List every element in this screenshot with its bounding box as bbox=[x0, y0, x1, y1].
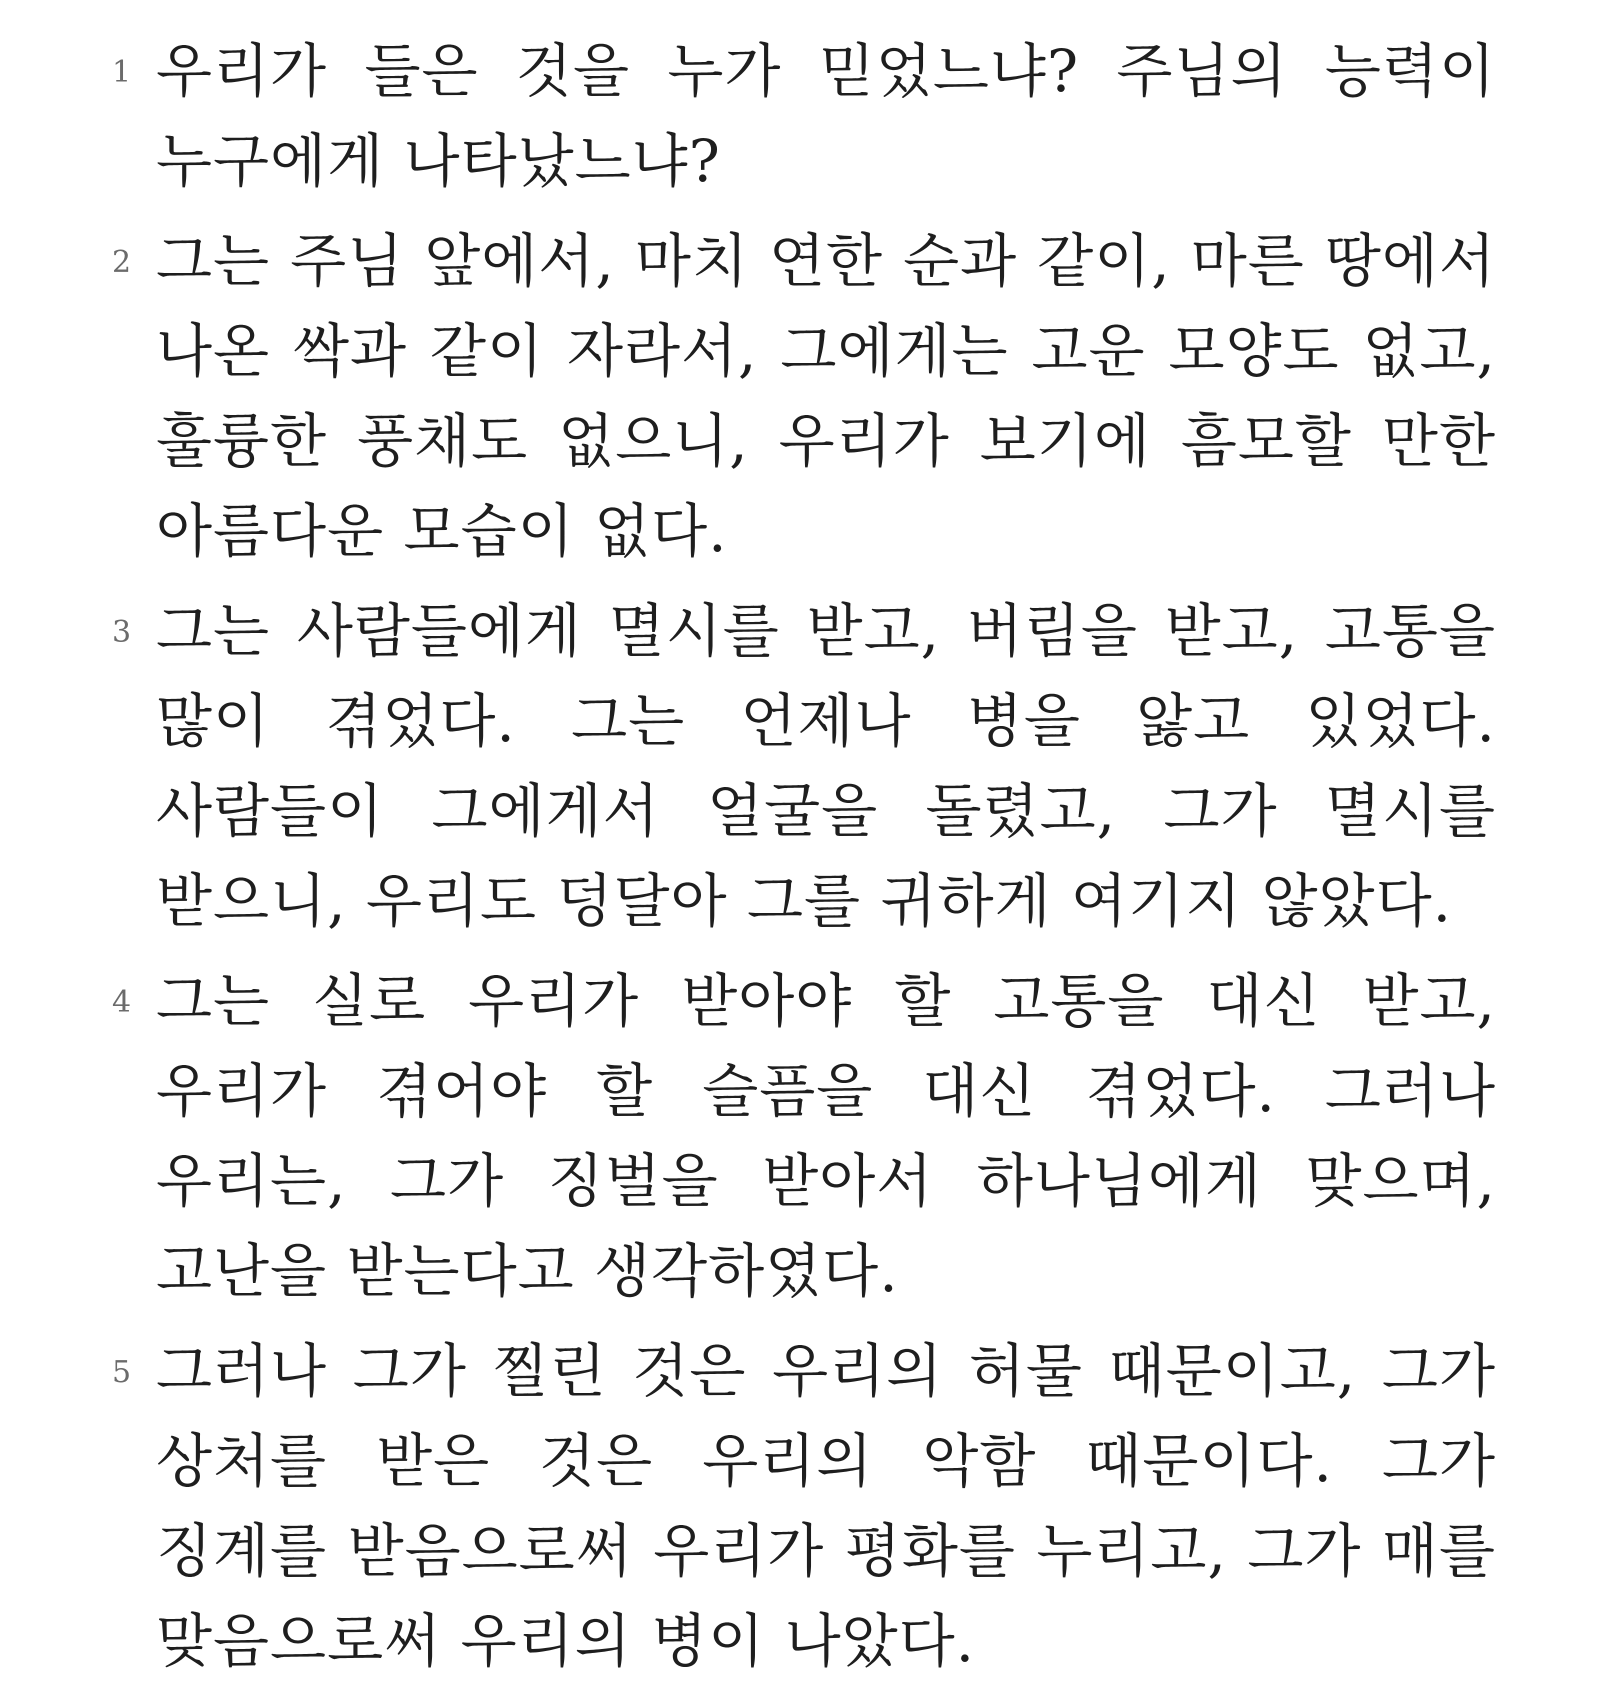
verse-text: 우리가 들은 것을 누가 믿었느냐? 주님의 능력이 누구에게 나타났느냐? bbox=[156, 37, 1496, 195]
verse-2 bbox=[100, 216, 1500, 576]
verse-number: 5 bbox=[112, 1355, 132, 1390]
verse-list bbox=[100, 26, 1500, 1696]
verse-number: 3 bbox=[112, 615, 132, 650]
verse-text: 그러나 그가 찔린 것은 우리의 허물 때문이고, 그가 상처를 받은 것은 우리의 악함 때문이다. 그가 징계를 받음으로써 우리가 평화를 누리고, 그가 매를 맞음으로써 우리의 병이 나았다. bbox=[156, 1337, 1496, 1675]
verse-number: 1 bbox=[112, 55, 132, 90]
verse-text: 그는 사람들에게 멸시를 받고, 버림을 받고, 고통을 많이 겪었다. 그는 언제나 병을 앓고 있었다. 사람들이 그에게서 얼굴을 돌렸고, 그가 멸시를 받으니, 우리도 덩달아 그를 귀하게 여기지 않았다. bbox=[156, 597, 1496, 935]
verse-number: 2 bbox=[112, 245, 132, 280]
verse-5 bbox=[100, 1326, 1500, 1686]
verse-3 bbox=[100, 586, 1500, 946]
verse-4 bbox=[100, 956, 1500, 1316]
verse-1 bbox=[100, 26, 1500, 206]
verse-number: 4 bbox=[112, 985, 132, 1020]
verse-text: 그는 주님 앞에서, 마치 연한 순과 같이, 마른 땅에서 나온 싹과 같이 자라서, 그에게는 고운 모양도 없고, 훌륭한 풍채도 없으니, 우리가 보기에 흠모할 만한 아름다운 모습이 없다. bbox=[156, 227, 1496, 565]
verse-text: 그는 실로 우리가 받아야 할 고통을 대신 받고, 우리가 겪어야 할 슬픔을 대신 겪었다. 그러나 우리는, 그가 징벌을 받아서 하나님에게 맞으며, 고난을 받는다고 생각하였다. bbox=[156, 967, 1496, 1305]
